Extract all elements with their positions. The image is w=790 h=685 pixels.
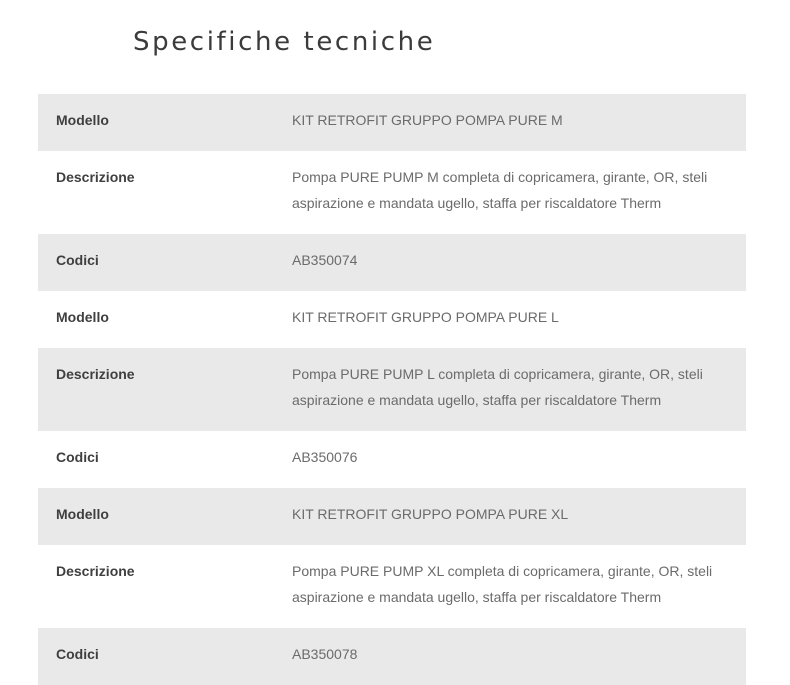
spec-row-descrizione xyxy=(38,545,746,628)
spec-value: Pompa PURE PUMP L completa di copricamera, girante, OR, steli aspirazione e mandata ugello, staffa per riscaldatore Therm xyxy=(292,366,703,408)
spec-row-modello xyxy=(38,488,746,545)
spec-key: Modello xyxy=(56,506,109,522)
spec-key: Modello xyxy=(56,309,109,325)
spec-row-codici xyxy=(38,431,746,488)
page-title: Specifiche tecniche xyxy=(133,27,436,57)
spec-value: Pompa PURE PUMP M completa di copricamera, girante, OR, steli aspirazione e mandata ugello, staffa per riscaldatore Therm xyxy=(292,169,708,211)
spec-key: Descrizione xyxy=(56,366,135,382)
spec-key: Codici xyxy=(56,252,99,268)
spec-value: Pompa PURE PUMP XL completa di copricamera, girante, OR, steli aspirazione e mandata ugello, staffa per riscaldatore Therm xyxy=(292,563,713,605)
spec-key: Descrizione xyxy=(56,563,135,579)
spec-row-codici xyxy=(38,628,746,685)
spec-key: Codici xyxy=(56,646,99,662)
spec-row-modello xyxy=(38,94,746,151)
spec-key: Codici xyxy=(56,449,99,465)
spec-value: AB350076 xyxy=(292,449,358,465)
spec-key: Descrizione xyxy=(56,169,135,185)
spec-row-descrizione xyxy=(38,151,746,234)
spec-key: Modello xyxy=(56,112,109,128)
spec-value: AB350078 xyxy=(292,646,358,662)
spec-value: KIT RETROFIT GRUPPO POMPA PURE XL xyxy=(292,506,569,522)
spec-row-codici xyxy=(38,234,746,291)
spec-row-descrizione xyxy=(38,348,746,431)
spec-value: KIT RETROFIT GRUPPO POMPA PURE L xyxy=(292,309,559,325)
specs-table xyxy=(38,94,746,685)
spec-value: KIT RETROFIT GRUPPO POMPA PURE M xyxy=(292,112,563,128)
spec-value: AB350074 xyxy=(292,252,358,268)
spec-row-modello xyxy=(38,291,746,348)
